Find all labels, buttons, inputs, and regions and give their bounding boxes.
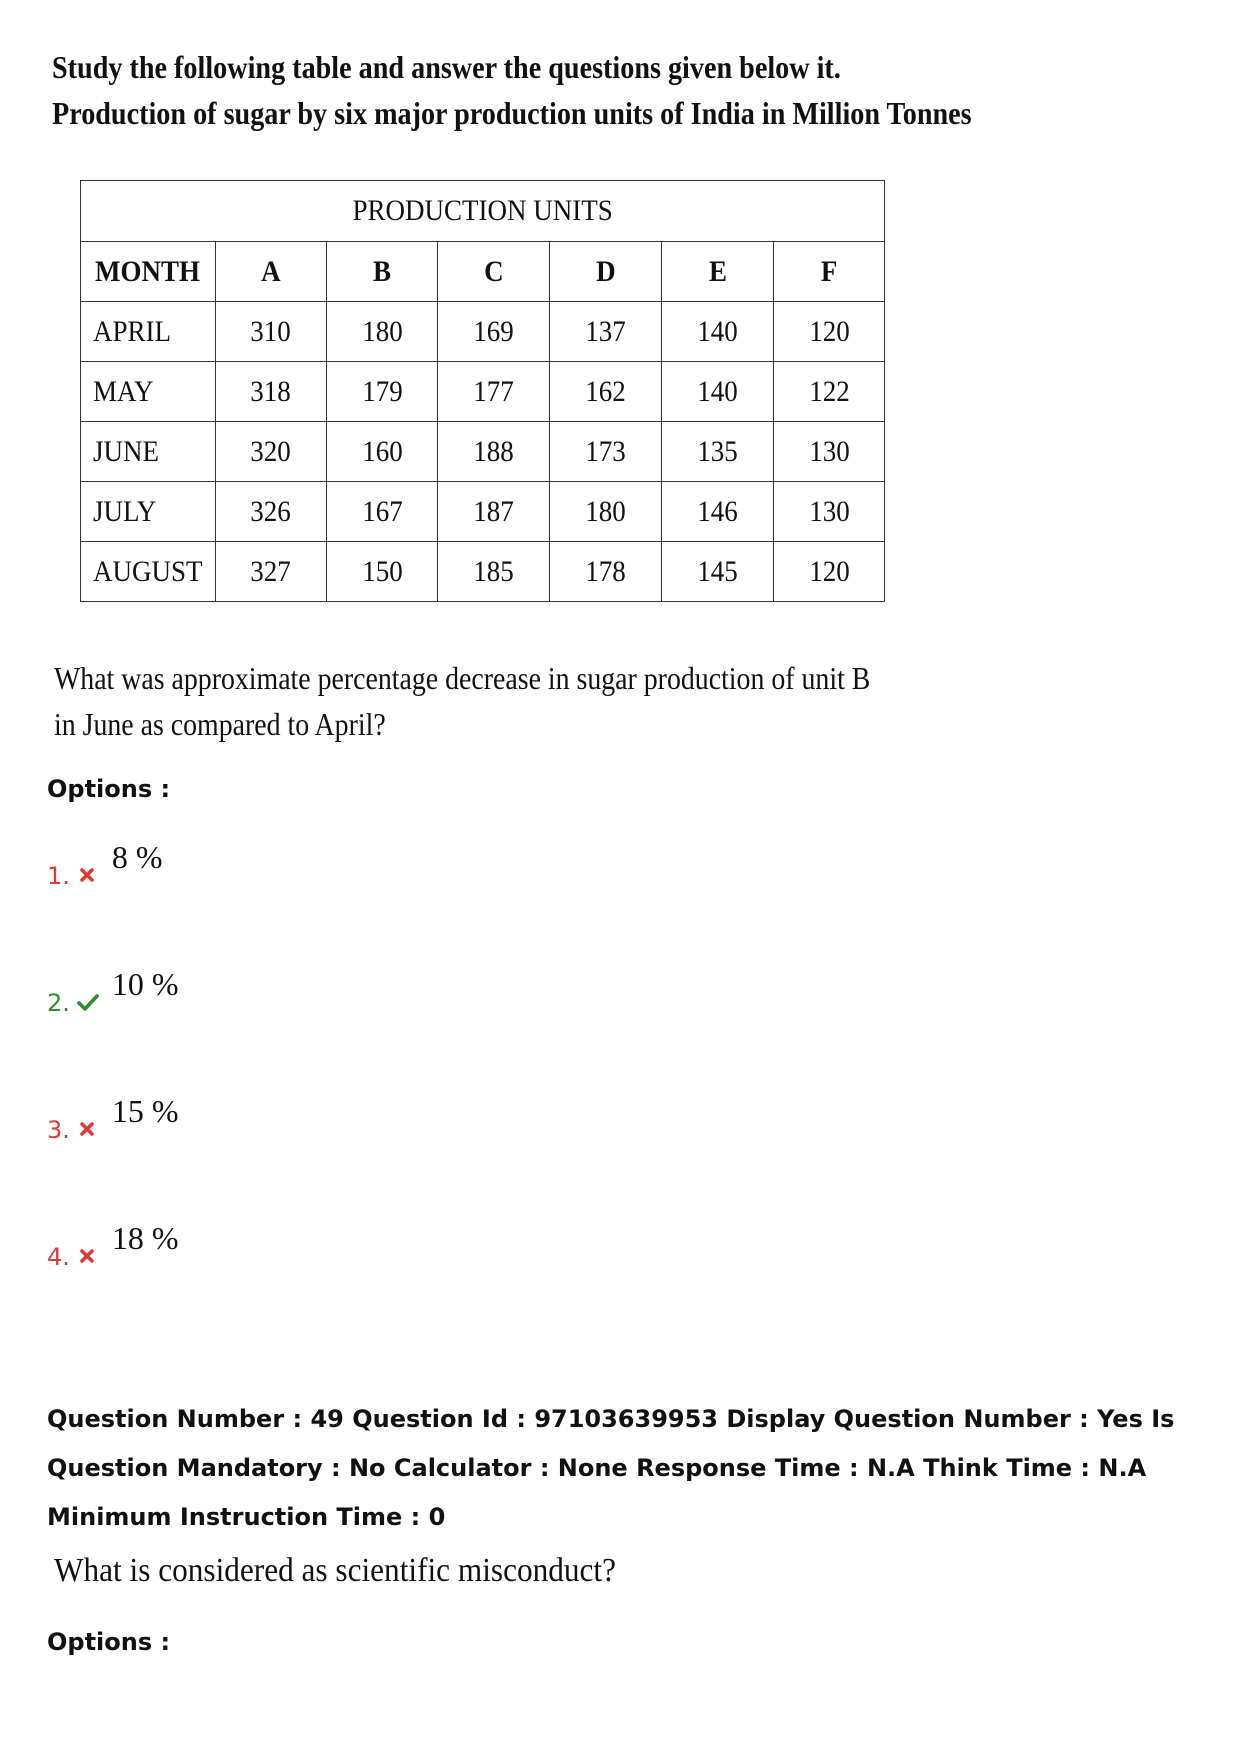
value-cell: 145 (662, 542, 774, 602)
instructions (52, 44, 972, 136)
option-text: 8 % (111, 839, 163, 875)
value-cell: 179 (326, 362, 438, 422)
table-row (81, 422, 885, 482)
value-cell: 180 (550, 482, 662, 542)
value-cell: 178 (550, 542, 662, 602)
option-text: 15 % (111, 1093, 179, 1129)
value-cell: 120 (774, 302, 885, 362)
instruction-line-2: Production of sugar by six major production units of India in Million Tonnes (52, 95, 972, 131)
value-cell: 146 (662, 482, 774, 542)
month-cell: AUGUST (81, 542, 216, 602)
value-cell: 169 (438, 302, 550, 362)
value-cell: 326 (215, 482, 326, 542)
value-cell: 130 (774, 482, 885, 542)
question-metadata: Question Number : 49 Question Id : 97103639953 Display Question Number : Yes Is Question Mandatory : No Calculator : None Response Time : N.A Think Time : N.A Minimum Instruction Time : 0 (47, 1405, 1175, 1531)
value-cell: 185 (438, 542, 550, 602)
value-cell: 160 (326, 422, 438, 482)
value-cell: 140 (662, 362, 774, 422)
option-2[interactable] (47, 967, 179, 1017)
value-cell: 187 (438, 482, 550, 542)
header-unit-e: E (662, 242, 774, 302)
header-unit-a: A (215, 242, 326, 302)
option-4[interactable] (47, 1221, 179, 1271)
option-number: 4. (47, 1243, 70, 1271)
option-number: 2. (47, 989, 70, 1017)
production-table (80, 180, 885, 602)
instruction-line-1: Study the following table and answer the questions given below it. (52, 49, 841, 85)
value-cell: 167 (326, 482, 438, 542)
option-3[interactable] (47, 1094, 179, 1144)
value-cell: 135 (662, 422, 774, 482)
month-cell: APRIL (81, 302, 216, 362)
value-cell: 320 (215, 422, 326, 482)
table-row (81, 302, 885, 362)
value-cell: 310 (215, 302, 326, 362)
table-title: PRODUCTION UNITS (81, 181, 885, 242)
cross-icon (76, 1243, 98, 1271)
next-question-text: What is considered as scientific misconduct? (54, 1552, 616, 1589)
value-cell: 150 (326, 542, 438, 602)
header-unit-d: D (550, 242, 662, 302)
table-header-row (81, 242, 885, 302)
option-number: 1. (47, 862, 70, 890)
table-row (81, 542, 885, 602)
cross-icon (76, 1116, 98, 1144)
table-title-row (81, 181, 885, 242)
month-cell: JULY (81, 482, 216, 542)
option-number: 3. (47, 1116, 70, 1144)
option-text: 10 % (111, 966, 179, 1002)
check-icon (76, 989, 98, 1017)
value-cell: 140 (662, 302, 774, 362)
option-1[interactable] (47, 840, 163, 890)
table-row (81, 482, 885, 542)
value-cell: 173 (550, 422, 662, 482)
value-cell: 318 (215, 362, 326, 422)
header-unit-b: B (326, 242, 438, 302)
header-unit-c: C (438, 242, 550, 302)
value-cell: 162 (550, 362, 662, 422)
value-cell: 188 (438, 422, 550, 482)
options-label: Options : (47, 775, 171, 803)
value-cell: 130 (774, 422, 885, 482)
header-month: MONTH (81, 242, 216, 302)
value-cell: 177 (438, 362, 550, 422)
value-cell: 180 (326, 302, 438, 362)
options-label-2: Options : (47, 1628, 171, 1656)
cross-icon (76, 862, 98, 890)
month-cell: JUNE (81, 422, 216, 482)
value-cell: 327 (215, 542, 326, 602)
month-cell: MAY (81, 362, 216, 422)
table-row (81, 362, 885, 422)
header-unit-f: F (774, 242, 885, 302)
value-cell: 137 (550, 302, 662, 362)
question-text: What was approximate percentage decrease in sugar production of unit B in June as compared to April? (54, 660, 871, 742)
value-cell: 122 (774, 362, 885, 422)
option-text: 18 % (111, 1220, 179, 1256)
value-cell: 120 (774, 542, 885, 602)
